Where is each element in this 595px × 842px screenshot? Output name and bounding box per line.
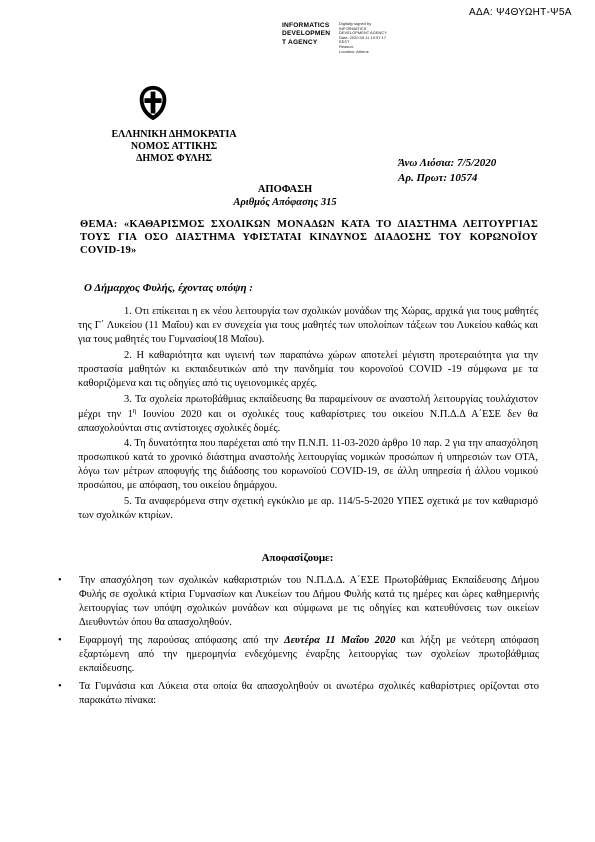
- consideration-3-text-b: Ιουνίου 2020 και οι σχολικές τους καθαρίστριες του οικείου Ν.Π.Δ.Δ Α΄ΕΣΕ δεν θα απασχολούνται στις αντίστοιχες σχολικές δομές.: [78, 408, 538, 434]
- considerations-list: [78, 305, 538, 523]
- consideration-2: 2. Η καθαριότητα και υγιεινή των παραπάνω χώρων αποτελεί μέγιστη προτεραιότητα για την προστασία μαθητών κι εκπαιδευτικών από την πανδημία του κορονοϊού COVID -19 σύμφωνα με τα καθοριζόμενα και τις οδηγίες από τις υγειονομικές αρχές.: [78, 349, 538, 389]
- signature-stamp-details: [339, 22, 399, 54]
- stamp-detail: Digitally signed by: [339, 21, 372, 26]
- stamp-detail: INFORMATICS: [339, 25, 367, 31]
- municipality-line: ΔΗΜΟΣ ΦΥΛΗΣ: [136, 153, 212, 164]
- date-line: Άνω Λιόσια: 7/5/2020: [398, 157, 497, 169]
- consideration-5: 5. Τα αναφερόμενα στην σχετική εγκύκλιο με αρ. 114/5-5-2020 ΥΠΕΣ σχετικά με τον καθαρισμό των σχολικών κτιρίων.: [78, 496, 538, 522]
- superscript: η: [132, 406, 137, 415]
- decision-item-text-b: και λήξη με νεότερη απόφαση εξαρτώμενη από την ημερομηνία ενδεχόμενης έναρξης λειτουργίας των σχολείων πρωτοβάθμιας εκπαίδευσης.: [79, 634, 540, 674]
- greek-coat-of-arms-icon: [134, 84, 172, 122]
- date-protocol-block: [398, 156, 496, 186]
- decisions-list: [56, 574, 539, 711]
- signature-stamp-label: [282, 22, 334, 47]
- consideration-3: [78, 393, 538, 436]
- decision-item-text: Τα Γυμνάσια και Λύκεια στα οποία θα απασχοληθούν οι ανωτέρω σχολικές καθαρίστριες ορίζονται στο παρακάτω πίνακα:: [79, 680, 539, 706]
- decision-number: Αριθμός Απόφασης 315: [233, 197, 337, 208]
- decision-item-text: Την απασχόληση των σχολικών καθαριστριών του Ν.Π.Δ.Δ. Α΄ΕΣΕ Πρωτοβάθμιας Εκπαίδευσης Δήμου Φυλής σε σχολικά κτίρια Γυμνασίων και Λυκείων του Δήμου Φυλής κατά τις ημέρες και ώρες καθημερινής λειτουργίας των υπόψη σχολικών μονάδων και σύμφωνα με τις οδηγίες και κατευθύνσεις των οικείων Διευθυντών όπου θα απασχοληθούν.: [79, 575, 539, 628]
- stamp-line: DEVELOPMEN: [282, 30, 331, 38]
- decision-title: ΑΠΟΦΑΣΗ: [257, 184, 313, 195]
- consideration-3-text-a: 3. Τα σχολεία πρωτοβάθμιας εκπαίδευσης θα παραμείνουν σε αναστολή λειτουργίας τουλάχιστον μέχρι την 1: [78, 393, 538, 420]
- ada-code: ΑΔΑ: Ψ4ΘΥΩΗΤ-Ψ5Α: [469, 7, 572, 18]
- mayor-preamble: Ο Δήμαρχος Φυλής, έχοντας υπόψη :: [84, 282, 253, 294]
- stamp-detail: Reason:: [339, 43, 354, 49]
- stamp-line: T AGENCY: [282, 38, 318, 46]
- consideration-4: 4. Τη δυνατότητα που παρέχεται από την Π.Ν.Π. 11-03-2020 άρθρο 10 παρ. 2 για την απασχόληση προσωπικού κατά το χρονικό διάστημα αναστολής λειτουργίας νομικών προσώπων ή υπηρεσιών των ΟΤΑ, λόγω των μέτρων αποφυγής της διάδοσης του κορωνοϊού COVID-19, σε άλλη υπηρεσία ή άλλου νομικού προσώπου, με απόφαση, του οικείου δημάρχου.: [78, 438, 538, 492]
- subject-line: ΘΕΜΑ: «ΚΑΘΑΡΙΣΜΟΣ ΣΧΟΛΙΚΩΝ ΜΟΝΑΔΩΝ ΚΑΤΑ ΤΟ ΔΙΑΣΤΗΜΑ ΛΕΙΤΟΥΡΓΙΑΣ ΤΟΥΣ ΓΙΑ ΟΣΟ ΔΙΑΣΤΗΜΑ ΥΦΙΣΤΑΤΑΙ ΚΙΝΔΥΝΟΣ ΔΙΑΔΟΣΗΣ ΤΟΥ ΚΟΡΩΝΟΪΟΥ COVID-19»: [80, 219, 538, 256]
- bullet-icon: •: [58, 680, 62, 692]
- country-line: ΕΛΛΗΝΙΚΗ ΔΗΜΟΚΡΑΤΙΑ: [111, 129, 237, 140]
- prefecture-line: ΝΟΜΟΣ ΑΤΤΙΚΗΣ: [130, 141, 218, 152]
- protocol-number: Αρ. Πρωτ: 10574: [398, 172, 478, 184]
- stamp-detail: EEST: [339, 39, 350, 45]
- decide-heading: Αποφασίζουμε:: [261, 552, 334, 564]
- decision-item-1: [56, 574, 539, 630]
- stamp-detail: Location: Athens: [339, 48, 369, 54]
- stamp-line: INFORMATICS: [282, 22, 330, 29]
- decision-item-3: [56, 680, 539, 708]
- decision-title-block: [200, 183, 370, 209]
- bullet-icon: •: [58, 575, 62, 586]
- effective-date: Δευτέρα 11 Μαΐου 2020: [284, 634, 396, 646]
- consideration-1: 1. Οτι επίκειται η εκ νέου λειτουργία των σχολικών μονάδων της Χώρας, αρχικά για τους μαθητές της Γ΄ Λυκείου (11 Μαΐου) και εν συνεχεία για τους μαθητές των υπολοίπων τάξεων του Λυκείου καθώς και για τους μαθητές του Γυμνασίου(18 Μαΐου).: [78, 306, 538, 345]
- bullet-icon: •: [58, 634, 62, 646]
- issuer-header: [96, 129, 252, 165]
- decision-item-text-a: Εφαρμογή της παρούσας απόφασης από την: [79, 634, 285, 646]
- stamp-detail: Date: 2020.05.11 10:57:17: [339, 34, 387, 40]
- decision-item-2: [56, 634, 539, 676]
- stamp-detail: DEVELOPMENT AGENCY: [339, 30, 387, 36]
